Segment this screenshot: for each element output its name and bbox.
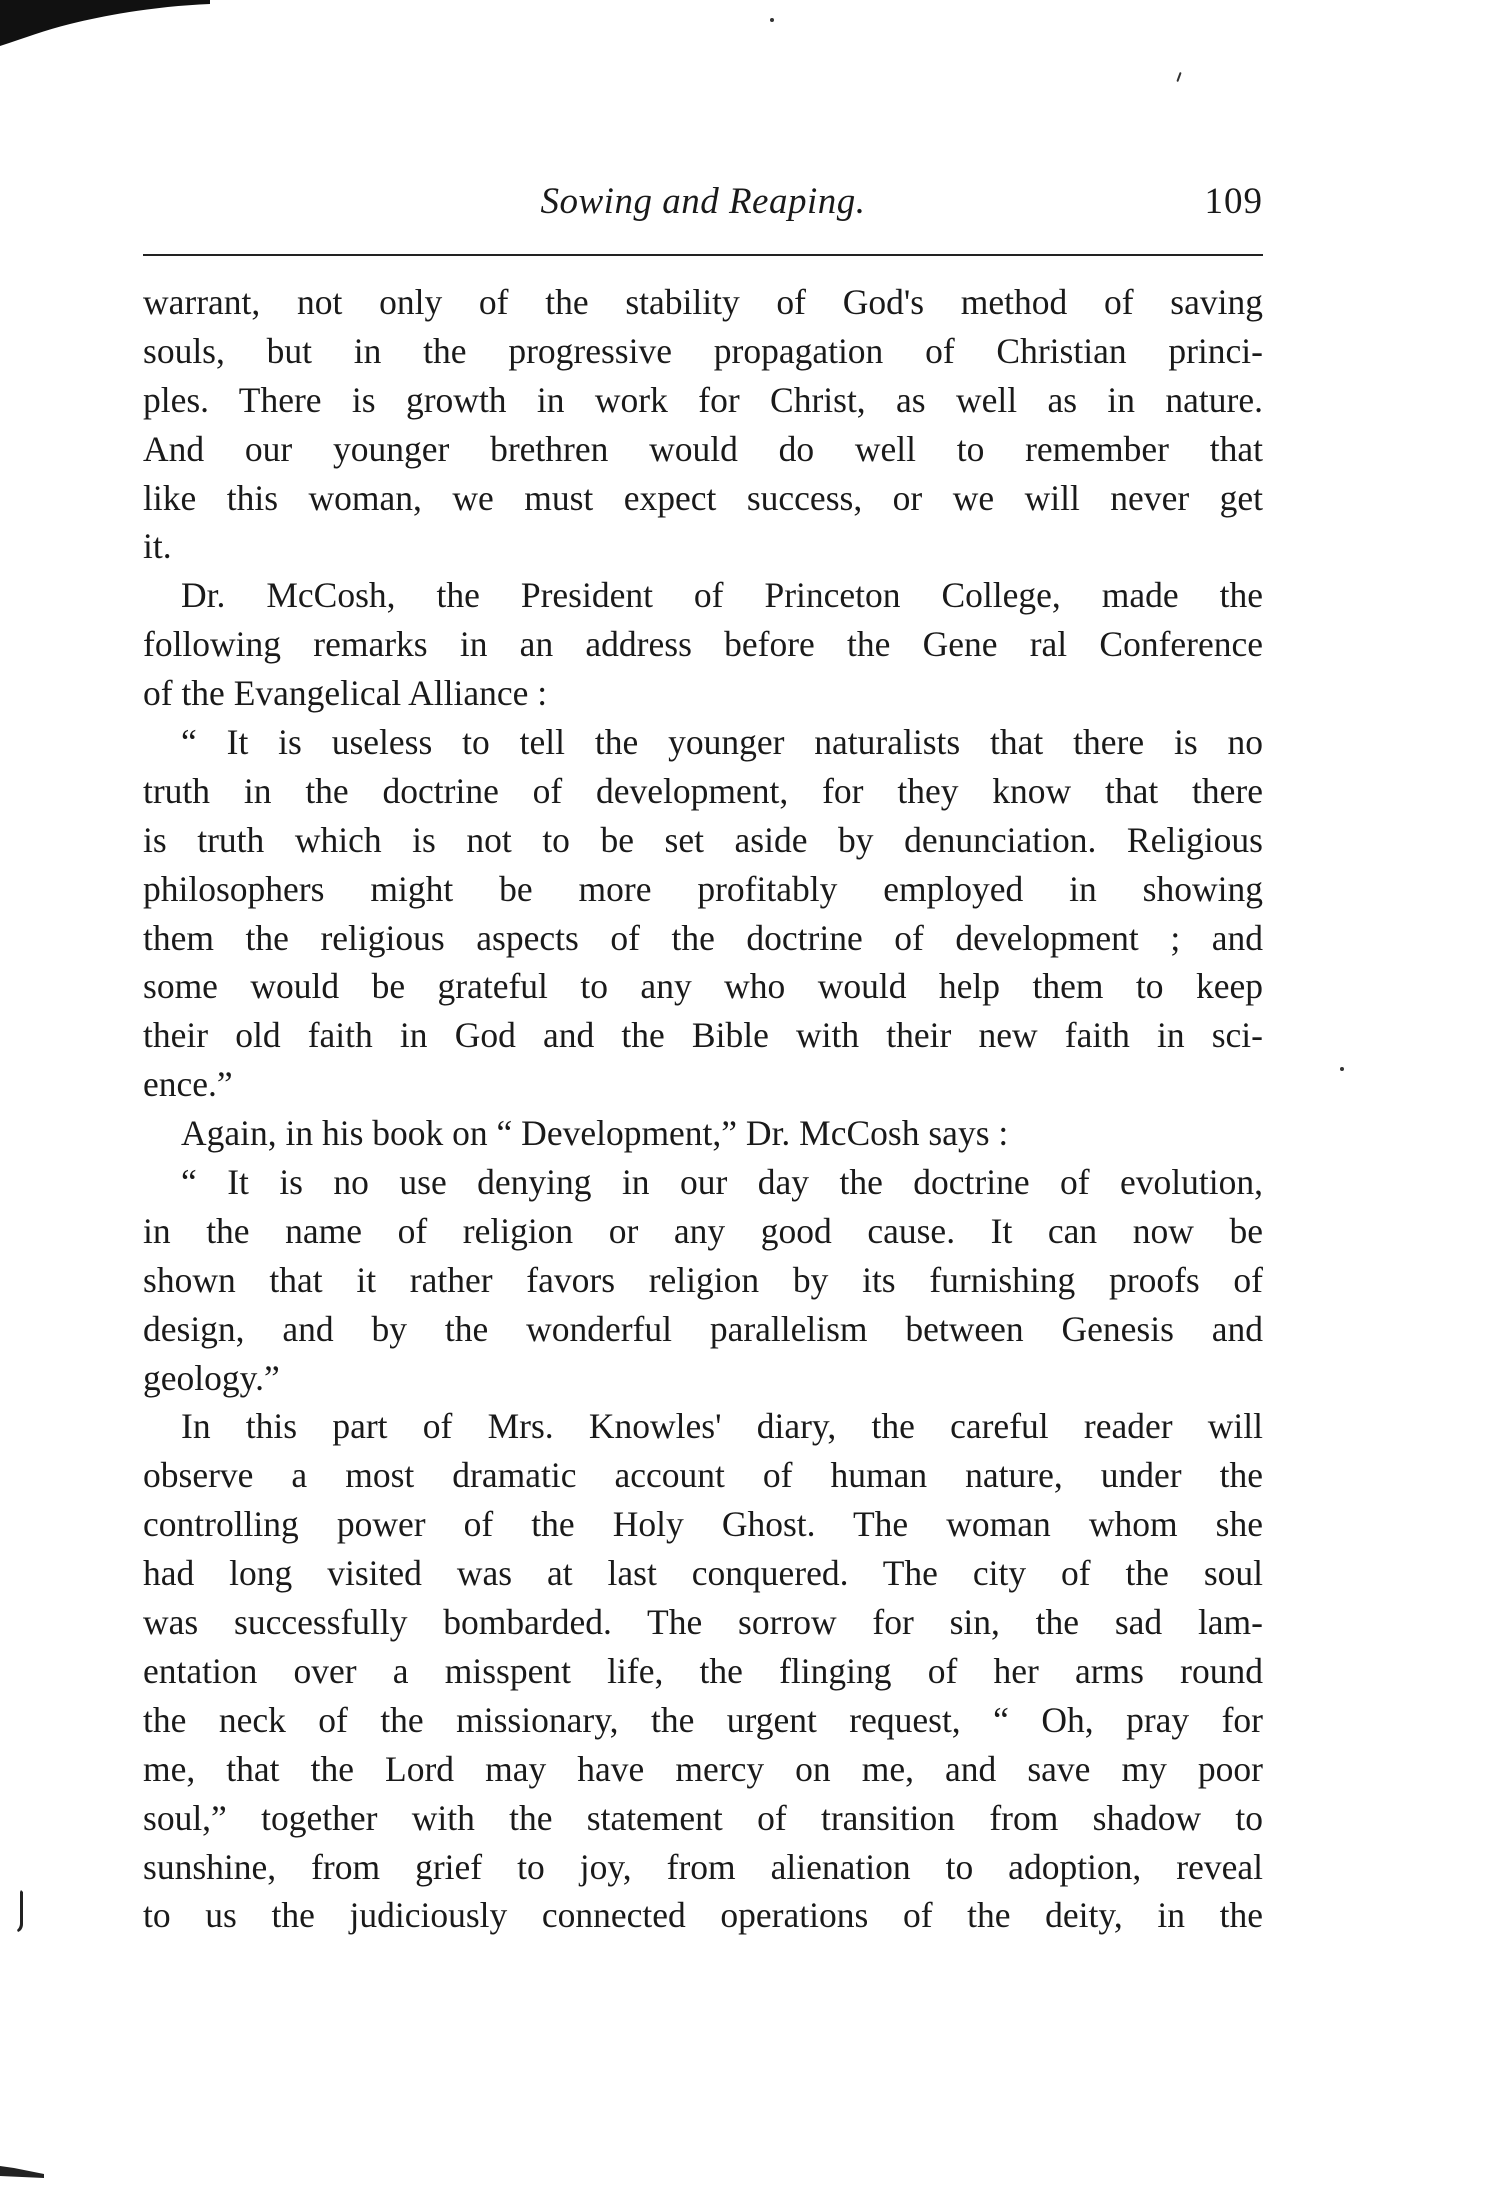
text-line: souls, but in the progressive propagation of Christian princi- bbox=[143, 330, 1263, 371]
text-line: some would be grateful to any who would help them to keep bbox=[143, 966, 1263, 1007]
text-line: controlling power of the Holy Ghost. The woman whom she bbox=[143, 1504, 1263, 1545]
text-line: ence.” bbox=[143, 1064, 233, 1105]
text-line: like this woman, we must expect success, or we will never get bbox=[143, 477, 1263, 518]
text-line: philosophers might be more profitably employed in showing bbox=[143, 868, 1263, 909]
text-line: And our younger brethren would do well to remember that bbox=[143, 428, 1263, 469]
text-line: it. bbox=[143, 526, 172, 567]
speck-mark bbox=[770, 18, 774, 22]
corner-scan-mark bbox=[0, 0, 210, 50]
speck-mark bbox=[1176, 72, 1181, 82]
text-line: was successfully bombarded. The sorrow for sin, the sad lam- bbox=[143, 1602, 1263, 1643]
text-line: warrant, not only of the stability of God's method of saving bbox=[143, 282, 1263, 322]
text-line: had long visited was at last conquered. The city of the soul bbox=[143, 1553, 1263, 1594]
text-line: of the Evangelical Alliance : bbox=[143, 673, 548, 714]
text-line: geology.” bbox=[143, 1357, 280, 1398]
text-line: truth in the doctrine of development, for they know that there bbox=[143, 770, 1263, 811]
text-line: soul,” together with the statement of transition from shadow to bbox=[143, 1797, 1263, 1838]
speck-mark bbox=[1340, 1067, 1344, 1071]
text-line: “ It is useless to tell the younger naturalists that there is no bbox=[181, 722, 1263, 763]
margin-scan-mark bbox=[17, 1890, 25, 1932]
page-number: 109 bbox=[1204, 181, 1263, 222]
text-line: entation over a misspent life, the flinging of her arms round bbox=[143, 1650, 1263, 1691]
text-line: “ It is no use denying in our day the doctrine of evolution, bbox=[181, 1162, 1263, 1203]
text-line: Again, in his book on “ Development,” Dr. McCosh says : bbox=[181, 1113, 1009, 1154]
text-line: them the religious aspects of the doctrine of development ; and bbox=[143, 917, 1263, 958]
text-line: following remarks in an address before the Gene ral Conference bbox=[143, 624, 1263, 665]
text-line: shown that it rather favors religion by its furnishing proofs of bbox=[143, 1259, 1263, 1300]
text-line: observe a most dramatic account of human nature, under the bbox=[143, 1455, 1263, 1496]
body-text bbox=[143, 278, 1263, 1940]
header-rule bbox=[143, 254, 1263, 256]
running-title: Sowing and Reaping. bbox=[540, 181, 866, 222]
text-line: is truth which is not to be set aside by denunciation. Religious bbox=[143, 819, 1263, 860]
text-line: sunshine, from grief to joy, from alienation to adoption, reveal bbox=[143, 1846, 1263, 1887]
text-line: ples. There is growth in work for Christ, as well as in nature. bbox=[143, 379, 1263, 420]
text-line: In this part of Mrs. Knowles' diary, the careful reader will bbox=[181, 1406, 1263, 1447]
text-line: in the name of religion or any good cause. It can now be bbox=[143, 1210, 1263, 1251]
page-header bbox=[143, 180, 1263, 230]
text-line: their old faith in God and the Bible with their new faith in sci- bbox=[143, 1015, 1263, 1056]
text-line: Dr. McCosh, the President of Princeton College, made the bbox=[181, 575, 1263, 616]
bottom-scan-mark bbox=[0, 2160, 44, 2180]
text-line: me, that the Lord may have mercy on me, and save my poor bbox=[143, 1748, 1263, 1789]
text-line: the neck of the missionary, the urgent request, “ Oh, pray for bbox=[143, 1699, 1263, 1740]
text-line: design, and by the wonderful parallelism between Genesis and bbox=[143, 1308, 1263, 1349]
text-line: to us the judiciously connected operations of the deity, in the bbox=[143, 1895, 1263, 1936]
